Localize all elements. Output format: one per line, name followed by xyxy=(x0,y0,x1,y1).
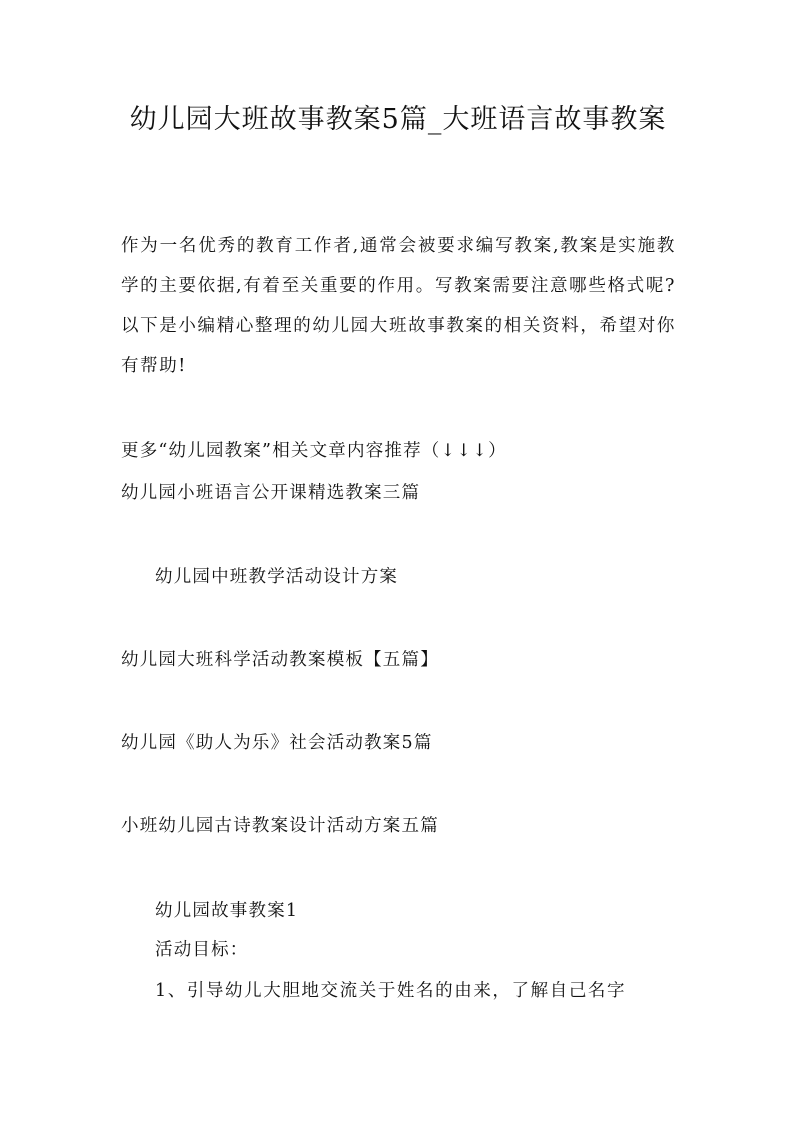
related-article-link[interactable]: 幼儿园中班教学活动设计方案 xyxy=(155,567,399,587)
related-article-link[interactable]: 幼儿园《助人为乐》社会活动教案5篇 xyxy=(121,733,433,753)
page-title: 幼儿园大班故事教案5篇_大班语言故事教案 xyxy=(129,104,667,135)
related-articles-heading: 更多“幼儿园教案”相关文章内容推荐（↓↓↓） xyxy=(121,441,507,461)
related-article-link[interactable]: 幼儿园小班语言公开课精选教案三篇 xyxy=(121,483,421,503)
objective-item: 1、引导幼儿大胆地交流关于姓名的由来，了解自己名字 xyxy=(155,981,627,1001)
section-title: 幼儿园故事教案1 xyxy=(155,901,299,921)
intro-paragraph: 作为一名优秀的教育工作者,通常会被要求编写教案,教案是实施教学的主要依据,有着至关重要的作用。写教案需要注意哪些格式呢?以下是小编精心整理的幼儿园大班故事教案的相关资料，希望对你有帮助! xyxy=(121,236,676,376)
related-article-link[interactable]: 幼儿园大班科学活动教案模板【五篇】 xyxy=(121,650,439,670)
related-article-link[interactable]: 小班幼儿园古诗教案设计活动方案五篇 xyxy=(121,816,439,836)
section-subheading: 活动目标： xyxy=(155,940,249,960)
